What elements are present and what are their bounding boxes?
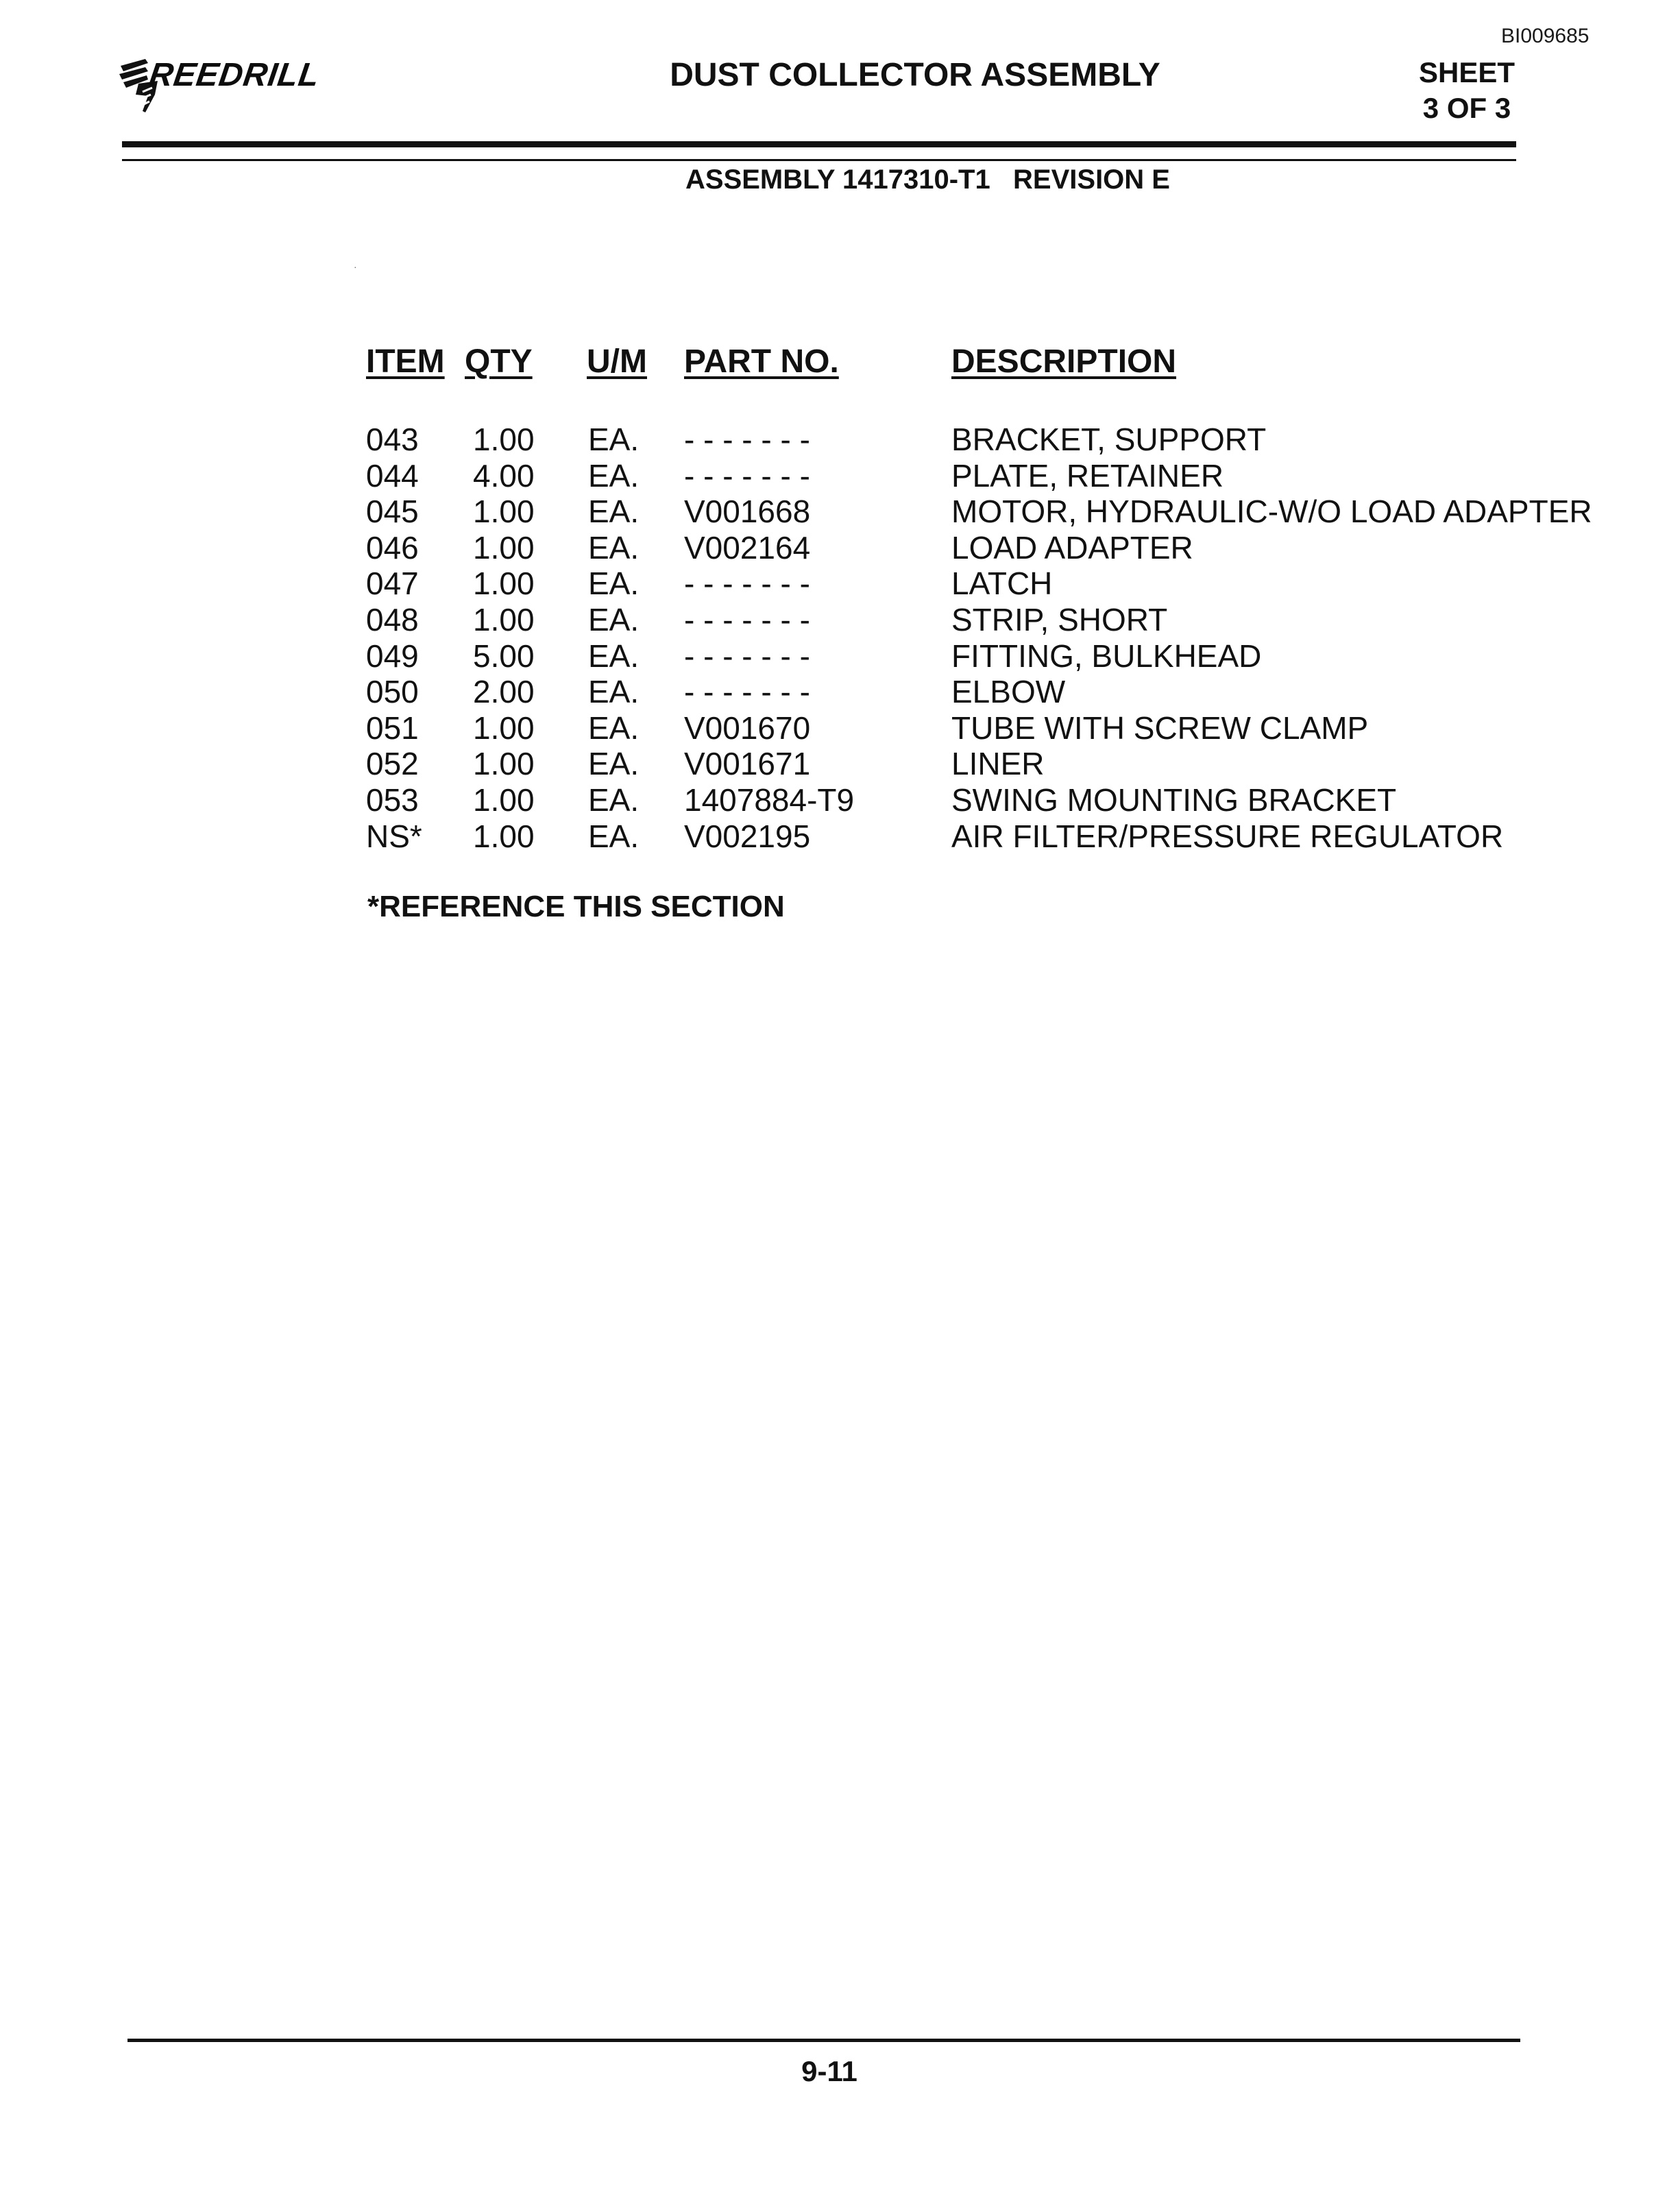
cell-item: 045	[366, 494, 419, 529]
sheet-label: SHEET	[1418, 56, 1515, 88]
cell-part-no: V002164	[684, 530, 811, 566]
cell-item: 052	[366, 746, 419, 781]
sheet-indicator	[1398, 55, 1535, 126]
cell-item: 053	[366, 782, 419, 818]
page-number: 9-11	[801, 2055, 857, 2087]
cell-description: MOTOR, HYDRAULIC-W/O LOAD ADAPTER	[951, 494, 1592, 529]
scan-speck: ·	[354, 261, 357, 272]
cell-um: EA.	[588, 710, 640, 746]
cell-description: LOAD ADAPTER	[951, 530, 1193, 566]
column-header-qty: QTY	[465, 343, 533, 380]
cell-item: NS*	[366, 818, 422, 854]
column-header-description: DESCRIPTION	[951, 343, 1177, 380]
cell-qty: 5.00	[473, 638, 535, 674]
cell-um: EA.	[588, 530, 640, 566]
cell-qty: 1.00	[473, 494, 535, 529]
cell-um: EA.	[588, 782, 640, 818]
cell-um: EA.	[588, 674, 640, 709]
cell-part-no: - - - - - - -	[684, 602, 810, 637]
logo-wordmark: REEDRILL	[147, 57, 322, 93]
cell-part-no: - - - - - - -	[684, 638, 810, 674]
cell-part-no: V001668	[684, 494, 811, 529]
cell-description: STRIP, SHORT	[951, 602, 1168, 637]
cell-item: 049	[366, 638, 419, 674]
cell-description: FITTING, BULKHEAD	[951, 638, 1262, 674]
column-header-part-no: PART NO.	[684, 343, 839, 380]
cell-item: 050	[366, 674, 419, 709]
cell-um: EA.	[588, 638, 640, 674]
cell-description: LINER	[951, 746, 1045, 781]
cell-item: 043	[366, 422, 419, 457]
cell-qty: 1.00	[473, 602, 535, 637]
cell-um: EA.	[588, 458, 640, 494]
cell-item: 048	[366, 602, 419, 637]
cell-item: 051	[366, 710, 419, 746]
column-header-um: U/M	[587, 343, 647, 380]
cell-part-no: - - - - - - -	[684, 674, 810, 709]
cell-item: 047	[366, 566, 419, 601]
cell-description: TUBE WITH SCREW CLAMP	[951, 710, 1369, 746]
cell-qty: 4.00	[473, 458, 535, 494]
cell-um: EA.	[588, 746, 640, 781]
page-title: DUST COLLECTOR ASSEMBLY	[670, 57, 1160, 93]
cell-qty: 1.00	[473, 422, 535, 457]
column-header-item: ITEM	[366, 343, 445, 380]
document-id: BI009685	[1501, 25, 1590, 47]
cell-qty: 1.00	[473, 818, 535, 854]
cell-description: SWING MOUNTING BRACKET	[951, 782, 1397, 818]
cell-part-no: V002195	[684, 818, 811, 854]
header-rule-thin	[122, 159, 1516, 161]
cell-description: AIR FILTER/PRESSURE REGULATOR	[951, 818, 1504, 854]
cell-part-no: - - - - - - -	[684, 566, 810, 601]
cell-part-no: 1407884-T9	[684, 782, 855, 818]
cell-um: EA.	[588, 566, 640, 601]
cell-qty: 1.00	[473, 746, 535, 781]
cell-um: EA.	[588, 494, 640, 529]
cell-um: EA.	[588, 602, 640, 637]
cell-description: ELBOW	[951, 674, 1066, 709]
cell-qty: 1.00	[473, 782, 535, 818]
cell-description: PLATE, RETAINER	[951, 458, 1224, 494]
cell-um: EA.	[588, 422, 640, 457]
cell-part-no: - - - - - - -	[684, 458, 810, 494]
header-rule-thick	[122, 141, 1516, 147]
cell-qty: 1.00	[473, 566, 535, 601]
cell-description: LATCH	[951, 566, 1053, 601]
cell-qty: 1.00	[473, 530, 535, 566]
sheet-number: 3 OF 3	[1422, 92, 1511, 124]
cell-part-no: V001671	[684, 746, 811, 781]
cell-part-no: V001670	[684, 710, 811, 746]
cell-description: BRACKET, SUPPORT	[951, 422, 1267, 457]
cell-um: EA.	[588, 818, 640, 854]
cell-qty: 2.00	[473, 674, 535, 709]
footer-rule	[127, 2039, 1520, 2042]
cell-item: 044	[366, 458, 419, 494]
cell-part-no: - - - - - - -	[684, 422, 810, 457]
cell-item: 046	[366, 530, 419, 566]
cell-qty: 1.00	[473, 710, 535, 746]
assembly-revision-line: ASSEMBLY 1417310-T1 REVISION E	[685, 165, 1170, 195]
reference-note: *REFERENCE THIS SECTION	[367, 890, 785, 923]
